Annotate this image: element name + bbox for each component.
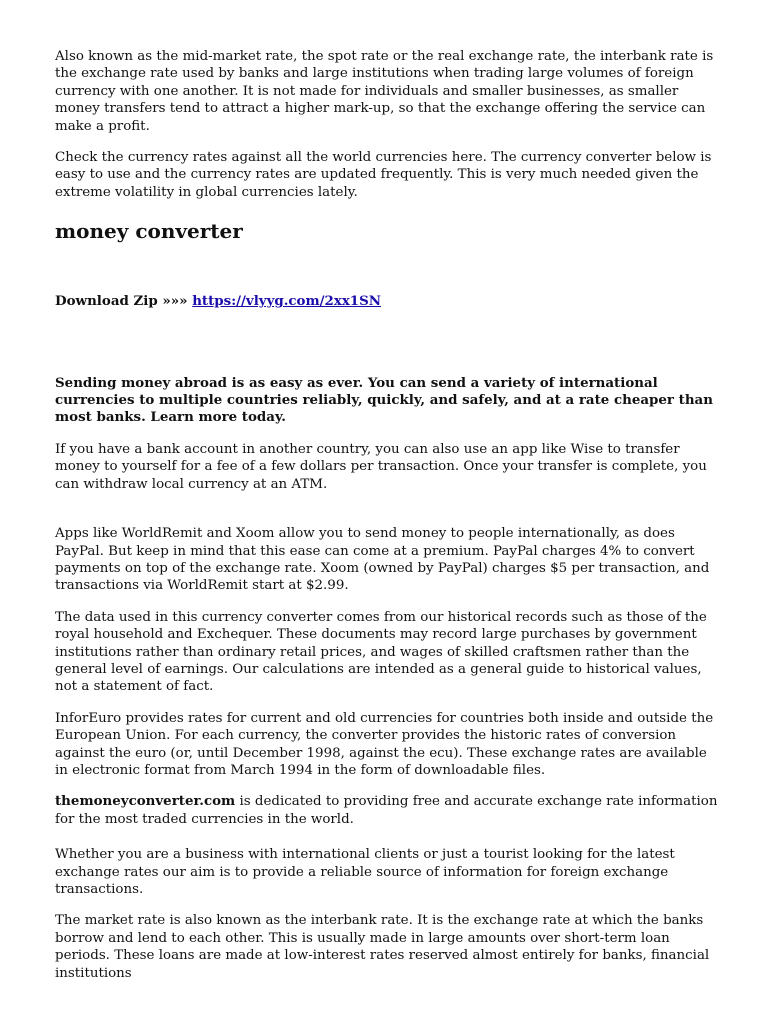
paragraph-market-rate: The market rate is also known as the interbank rate. It is the exchange rate at which the banks borrow and lend to each other. This is usually made in large amounts over short-term loan periods. These loans are made at low-interest rates reserved almost entirely for banks, financial institutions — [55, 913, 710, 981]
paragraph-interbank-rate: Also known as the mid-market rate, the spot rate or the real exchange rate, the interbank rate is the exchange rate used by banks and large institutions when trading large volumes of foreign currency with one another. It is not made for individuals and smaller businesses, as smaller money transfers tend to attract a higher mark-up, so that the exchange offering the service can make a profit. — [55, 49, 714, 134]
paragraph-check-rates: Check the currency rates against all the world currencies here. The currency converter below is easy to use and the currency rates are updated frequently. This is very much needed given the extreme volatility in global currencies lately. — [55, 150, 712, 200]
download-link[interactable]: https://vlyyg.com/2xx1SN — [192, 293, 382, 310]
paragraph-themoneyconverter-text: is dedicated to providing free and accurate exchange rate information for the most traded currencies in the world. — [55, 794, 718, 827]
paragraph-data-source: The data used in this currency converter comes from our historical records such as those of the royal household and Exchequer. These documents may record large purchases by government institutions rather than ordinary retail prices, and wages of skilled craftsmen rather than the general level of earnings. Our calculations are intended as a general guide to historical values, not a statement of fact. — [55, 609, 707, 695]
paragraph-bank-account: If you have a bank account in another country, you can also use an app like Wise to transfer money to yourself for a fee of a few dollars per transaction. Once your transfer is complete, you can withdraw local currency at an ATM. — [55, 441, 707, 492]
brand-name: themoneyconverter.com — [55, 793, 236, 810]
page-heading: money converter — [55, 219, 243, 244]
lead-paragraph: Sending money abroad is as easy as ever. You can send a variety of international currencies to multiple countries reliably, quickly, and safely, and at a rate cheaper than most banks. Learn more today. — [55, 374, 713, 426]
download-label: Download Zip »»» — [55, 293, 193, 310]
paragraph-apps: Apps like WorldRemit and Xoom allow you to send money to people internationally, as does PayPal. But keep in mind that this ease can come at a premium. PayPal charges 4% to convert payments on top of the exchange rate. Xoom (owned by PayPal) charges $5 per transaction, and transactions via WorldRemit start at $2.99. — [55, 526, 710, 594]
document-page — [55, 48, 720, 982]
paragraph-themoneyconverter — [55, 793, 720, 828]
paragraph-inforeuro: InforEuro provides rates for current and old currencies for countries both inside and outside the European Union. For each currency, the converter provides the historic rates of conversion against the euro (or, until December 1998, against the ecu). These exchange rates are available in electronic format from March 1994 in the form of downloadable files. — [55, 710, 714, 778]
download-line — [55, 293, 720, 310]
paragraph-business-clients: Whether you are a business with international clients or just a tourist looking for the latest exchange rates our aim is to provide a reliable source of information for foreign exchange transactions. — [55, 847, 675, 897]
